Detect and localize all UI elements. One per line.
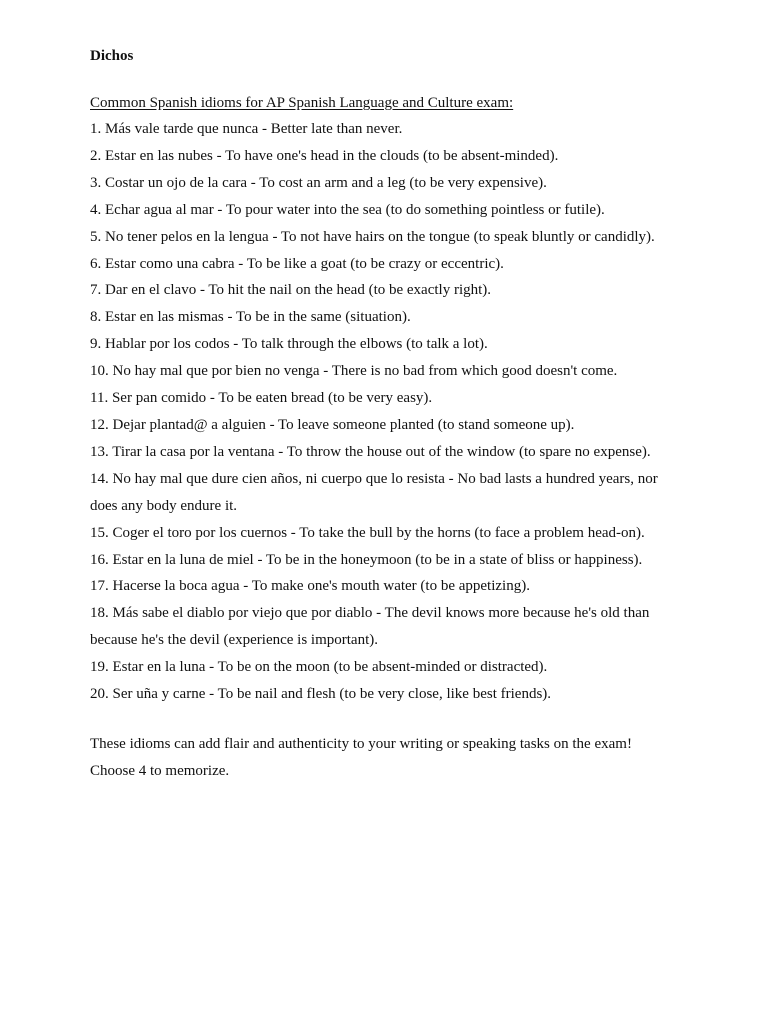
idiom-item: 16. Estar en la luna de miel - To be in the honeymoon (to be in a state of bliss or happiness). xyxy=(90,551,643,568)
idiom-item: 12. Dejar plantad@ a alguien - To leave someone planted (to stand someone up). xyxy=(90,416,575,433)
idiom-item: 7. Dar en el clavo - To hit the nail on the head (to be exactly right). xyxy=(90,282,492,299)
idiom-item: 13. Tirar la casa por la ventana - To throw the house out of the window (to spare no expense). xyxy=(90,443,651,460)
idiom-item: 4. Echar agua al mar - To pour water into the sea (to do something pointless or futile). xyxy=(90,201,605,218)
idiom-item: 17. Hacerse la boca agua - To make one's mouth water (to be appetizing). xyxy=(90,578,530,595)
document-title: Dichos xyxy=(90,48,134,64)
idiom-list xyxy=(90,116,670,708)
idiom-item: 8. Estar en las mismas - To be in the same (situation). xyxy=(90,309,411,326)
idiom-item: 5. No tener pelos en la lengua - To not have hairs on the tongue (to speak bluntly or candidly). xyxy=(90,228,655,245)
idiom-item: 18. Más sabe el diablo por viejo que por diablo - The devil knows more because he's old than because he's the devil (experience is important). xyxy=(90,605,650,649)
idiom-item: 2. Estar en las nubes - To have one's head in the clouds (to be absent-minded). xyxy=(90,147,559,164)
closing-line-1: These idioms can add flair and authenticity to your writing or speaking tasks on the exam! xyxy=(90,736,632,752)
idiom-item: 6. Estar como una cabra - To be like a goat (to be crazy or eccentric). xyxy=(90,255,504,272)
idiom-item: 10. No hay mal que por bien no venga - There is no bad from which good doesn't come. xyxy=(90,363,618,380)
idiom-item: 11. Ser pan comido - To be eaten bread (to be very easy). xyxy=(90,390,433,407)
closing-line-2: Choose 4 to memorize. xyxy=(90,763,230,779)
idiom-item: 15. Coger el toro por los cuernos - To take the bull by the horns (to face a problem head-on). xyxy=(90,524,645,541)
idiom-item: 19. Estar en la luna - To be on the moon (to be absent-minded or distracted). xyxy=(90,659,548,676)
idiom-item: 14. No hay mal que dure cien años, ni cuerpo que lo resista - No bad lasts a hundred years, nor does any body endure it. xyxy=(90,470,658,514)
idiom-item: 20. Ser uña y carne - To be nail and flesh (to be very close, like best friends). xyxy=(90,686,552,703)
idiom-item: 3. Costar un ojo de la cara - To cost an arm and a leg (to be very expensive). xyxy=(90,174,547,191)
idiom-item: 1. Más vale tarde que nunca - Better late than never. xyxy=(90,121,403,137)
document-subtitle: Common Spanish idioms for AP Spanish Language and Culture exam: xyxy=(90,95,514,111)
idiom-item: 9. Hablar por los codos - To talk through the elbows (to talk a lot). xyxy=(90,336,488,353)
closing-paragraph xyxy=(90,731,670,785)
